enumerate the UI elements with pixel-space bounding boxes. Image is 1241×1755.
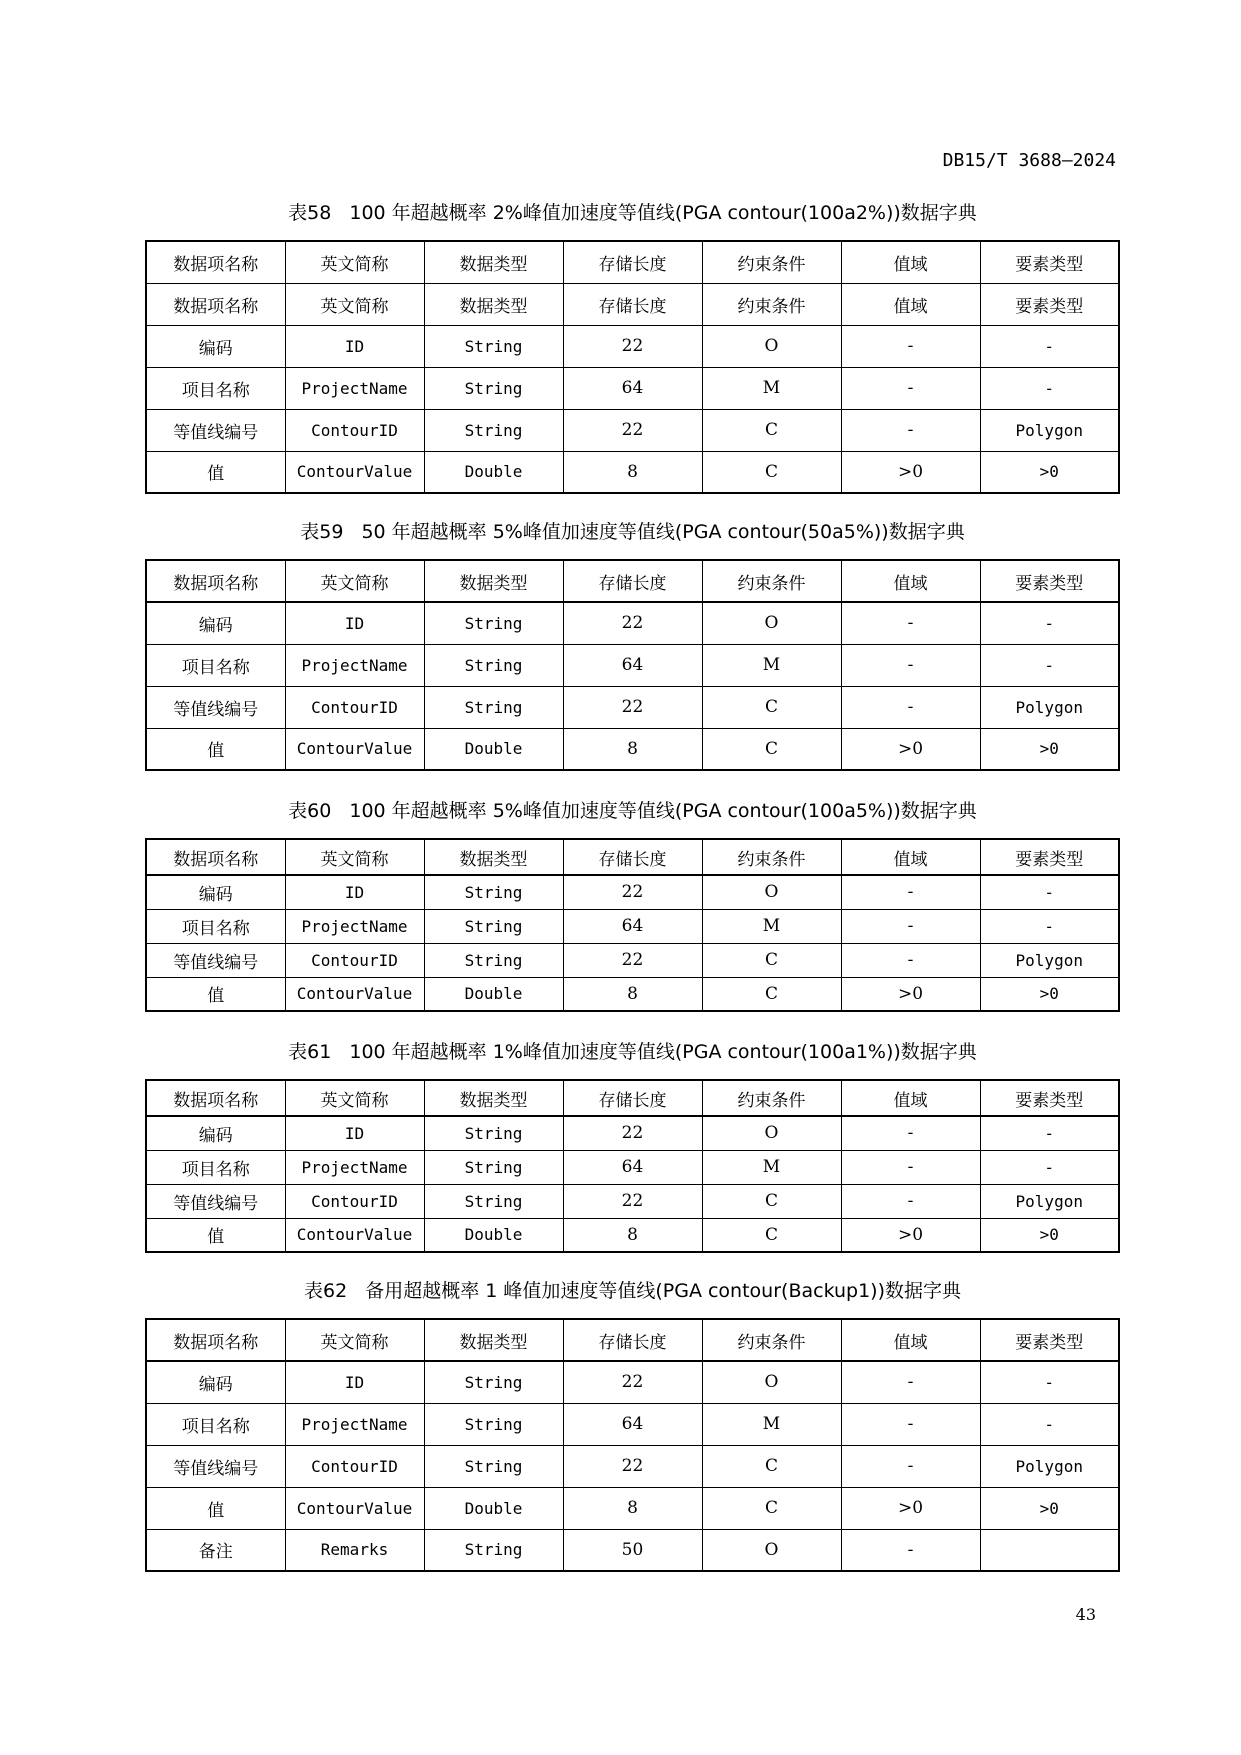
table-block-60 bbox=[145, 796, 1120, 1012]
table-row bbox=[146, 644, 1119, 686]
header-cell: 约束条件 bbox=[702, 283, 841, 325]
header-cell: 值域 bbox=[841, 1319, 980, 1361]
cell-type: String bbox=[424, 409, 563, 451]
cell-type: Double bbox=[424, 1487, 563, 1529]
cell-length: 8 bbox=[563, 1218, 702, 1252]
cell-abbr: ContourValue bbox=[285, 1487, 424, 1529]
cell-constraint: C bbox=[702, 943, 841, 977]
cell-type: String bbox=[424, 1150, 563, 1184]
cell-range: - bbox=[841, 1361, 980, 1403]
cell-name: 值 bbox=[146, 1218, 285, 1252]
table-title: 备用超越概率 1 峰值加速度等值线(PGA contour(Backup1))数据字典 bbox=[365, 1280, 961, 1302]
cell-range: >0 bbox=[841, 1487, 980, 1529]
cell-range: - bbox=[841, 325, 980, 367]
cell-range: - bbox=[841, 409, 980, 451]
data-dictionary-table bbox=[145, 559, 1120, 771]
cell-type: Double bbox=[424, 451, 563, 493]
cell-length: 22 bbox=[563, 1184, 702, 1218]
cell-name: 值 bbox=[146, 451, 285, 493]
table-block-62 bbox=[145, 1276, 1120, 1572]
cell-type: String bbox=[424, 1529, 563, 1571]
cell-feature: >0 bbox=[980, 1487, 1119, 1529]
cell-type: String bbox=[424, 1361, 563, 1403]
cell-feature: Polygon bbox=[980, 943, 1119, 977]
header-cell: 数据类型 bbox=[424, 839, 563, 875]
cell-feature: >0 bbox=[980, 1218, 1119, 1252]
cell-abbr: ContourValue bbox=[285, 728, 424, 770]
table-title: 100 年超越概率 5%峰值加速度等值线(PGA contour(100a5%))数据字典 bbox=[349, 800, 977, 822]
cell-constraint: C bbox=[702, 686, 841, 728]
header-cell: 要素类型 bbox=[980, 283, 1119, 325]
cell-type: String bbox=[424, 602, 563, 644]
header-cell: 数据类型 bbox=[424, 1080, 563, 1116]
cell-constraint: C bbox=[702, 451, 841, 493]
cell-name: 项目名称 bbox=[146, 367, 285, 409]
cell-feature: >0 bbox=[980, 977, 1119, 1011]
cell-range: - bbox=[841, 367, 980, 409]
cell-abbr: ID bbox=[285, 602, 424, 644]
header-cell: 约束条件 bbox=[702, 839, 841, 875]
header-cell: 数据类型 bbox=[424, 560, 563, 602]
cell-length: 64 bbox=[563, 367, 702, 409]
cell-feature: - bbox=[980, 602, 1119, 644]
table-row bbox=[146, 1445, 1119, 1487]
table-caption bbox=[145, 1276, 1120, 1306]
cell-type: String bbox=[424, 1116, 563, 1150]
table-row bbox=[146, 602, 1119, 644]
cell-constraint: C bbox=[702, 728, 841, 770]
cell-length: 22 bbox=[563, 875, 702, 909]
cell-feature: - bbox=[980, 1150, 1119, 1184]
cell-length: 50 bbox=[563, 1529, 702, 1571]
cell-type: Double bbox=[424, 1218, 563, 1252]
cell-abbr: ContourValue bbox=[285, 977, 424, 1011]
table-row bbox=[146, 875, 1119, 909]
cell-abbr: ContourID bbox=[285, 943, 424, 977]
standard-code: DB15/T 3688—2024 bbox=[942, 150, 1116, 171]
cell-abbr: ID bbox=[285, 1116, 424, 1150]
page-number: 43 bbox=[1075, 1605, 1096, 1624]
header-cell: 英文简称 bbox=[285, 283, 424, 325]
header-cell: 数据项名称 bbox=[146, 241, 285, 283]
cell-type: String bbox=[424, 875, 563, 909]
cell-type: String bbox=[424, 1184, 563, 1218]
data-dictionary-table bbox=[145, 838, 1120, 1012]
cell-type: String bbox=[424, 909, 563, 943]
cell-type: Double bbox=[424, 728, 563, 770]
table-row bbox=[146, 1529, 1119, 1571]
header-cell: 英文简称 bbox=[285, 1319, 424, 1361]
table-row bbox=[146, 1403, 1119, 1445]
cell-abbr: ID bbox=[285, 875, 424, 909]
header-cell: 数据项名称 bbox=[146, 560, 285, 602]
cell-constraint: O bbox=[702, 1529, 841, 1571]
header-cell: 约束条件 bbox=[702, 1080, 841, 1116]
cell-constraint: M bbox=[702, 644, 841, 686]
header-cell: 值域 bbox=[841, 283, 980, 325]
cell-constraint: C bbox=[702, 1487, 841, 1529]
header-cell: 英文简称 bbox=[285, 1080, 424, 1116]
table-header-row bbox=[146, 560, 1119, 602]
table-row bbox=[146, 325, 1119, 367]
cell-abbr: ProjectName bbox=[285, 644, 424, 686]
cell-range: - bbox=[841, 644, 980, 686]
header-cell: 值域 bbox=[841, 560, 980, 602]
header-cell: 数据项名称 bbox=[146, 839, 285, 875]
header-cell: 英文简称 bbox=[285, 839, 424, 875]
header-cell: 值域 bbox=[841, 1080, 980, 1116]
header-cell: 数据类型 bbox=[424, 241, 563, 283]
cell-feature: Polygon bbox=[980, 1184, 1119, 1218]
cell-length: 64 bbox=[563, 909, 702, 943]
cell-feature: - bbox=[980, 325, 1119, 367]
table-title: 100 年超越概率 1%峰值加速度等值线(PGA contour(100a1%))数据字典 bbox=[349, 1041, 977, 1063]
cell-range: >0 bbox=[841, 728, 980, 770]
table-row bbox=[146, 1150, 1119, 1184]
cell-range: - bbox=[841, 1529, 980, 1571]
data-dictionary-table bbox=[145, 1079, 1120, 1253]
header-cell: 存储长度 bbox=[563, 1319, 702, 1361]
cell-feature: - bbox=[980, 909, 1119, 943]
header-cell: 要素类型 bbox=[980, 1319, 1119, 1361]
cell-range: - bbox=[841, 875, 980, 909]
table-row bbox=[146, 409, 1119, 451]
cell-abbr: ContourID bbox=[285, 1184, 424, 1218]
table-number: 表58 bbox=[288, 202, 332, 224]
header-cell: 数据项名称 bbox=[146, 1080, 285, 1116]
cell-range: - bbox=[841, 1116, 980, 1150]
cell-range: - bbox=[841, 1184, 980, 1218]
cell-length: 64 bbox=[563, 1403, 702, 1445]
cell-constraint: O bbox=[702, 1361, 841, 1403]
table-caption bbox=[145, 1037, 1120, 1067]
header-cell: 存储长度 bbox=[563, 241, 702, 283]
cell-length: 8 bbox=[563, 977, 702, 1011]
table-caption bbox=[145, 198, 1120, 228]
cell-name: 项目名称 bbox=[146, 1150, 285, 1184]
table-block-58 bbox=[145, 198, 1120, 494]
cell-range: - bbox=[841, 909, 980, 943]
table-row bbox=[146, 909, 1119, 943]
header-cell: 英文简称 bbox=[285, 241, 424, 283]
cell-feature: Polygon bbox=[980, 686, 1119, 728]
table-caption bbox=[145, 796, 1120, 826]
cell-name: 等值线编号 bbox=[146, 943, 285, 977]
cell-range: - bbox=[841, 1150, 980, 1184]
cell-feature: >0 bbox=[980, 451, 1119, 493]
cell-abbr: ContourValue bbox=[285, 451, 424, 493]
cell-range: - bbox=[841, 686, 980, 728]
table-header-row bbox=[146, 241, 1119, 283]
cell-range: - bbox=[841, 602, 980, 644]
cell-length: 8 bbox=[563, 728, 702, 770]
cell-constraint: O bbox=[702, 1116, 841, 1150]
cell-constraint: O bbox=[702, 325, 841, 367]
cell-name: 项目名称 bbox=[146, 644, 285, 686]
cell-range: >0 bbox=[841, 451, 980, 493]
cell-abbr: ContourID bbox=[285, 686, 424, 728]
header-cell: 要素类型 bbox=[980, 560, 1119, 602]
cell-constraint: M bbox=[702, 909, 841, 943]
cell-constraint: C bbox=[702, 1218, 841, 1252]
cell-length: 22 bbox=[563, 1116, 702, 1150]
cell-type: String bbox=[424, 1403, 563, 1445]
table-row bbox=[146, 1487, 1119, 1529]
cell-abbr: Remarks bbox=[285, 1529, 424, 1571]
cell-type: String bbox=[424, 943, 563, 977]
table-number: 表62 bbox=[304, 1280, 348, 1302]
cell-name: 项目名称 bbox=[146, 909, 285, 943]
cell-length: 22 bbox=[563, 602, 702, 644]
cell-abbr: ContourValue bbox=[285, 1218, 424, 1252]
cell-constraint: C bbox=[702, 409, 841, 451]
cell-name: 项目名称 bbox=[146, 1403, 285, 1445]
table-caption bbox=[145, 517, 1120, 547]
table-number: 表61 bbox=[288, 1041, 332, 1063]
cell-feature: - bbox=[980, 875, 1119, 909]
table-row bbox=[146, 451, 1119, 493]
cell-length: 22 bbox=[563, 686, 702, 728]
cell-constraint: C bbox=[702, 977, 841, 1011]
cell-length: 8 bbox=[563, 451, 702, 493]
header-cell: 约束条件 bbox=[702, 1319, 841, 1361]
table-header-row bbox=[146, 1080, 1119, 1116]
cell-range: - bbox=[841, 943, 980, 977]
cell-name: 等值线编号 bbox=[146, 409, 285, 451]
cell-abbr: ProjectName bbox=[285, 367, 424, 409]
cell-type: String bbox=[424, 1445, 563, 1487]
cell-abbr: ContourID bbox=[285, 409, 424, 451]
cell-length: 22 bbox=[563, 1361, 702, 1403]
cell-length: 64 bbox=[563, 1150, 702, 1184]
cell-length: 64 bbox=[563, 644, 702, 686]
header-cell: 存储长度 bbox=[563, 1080, 702, 1116]
cell-name: 等值线编号 bbox=[146, 686, 285, 728]
cell-feature bbox=[980, 1529, 1119, 1571]
cell-name: 值 bbox=[146, 728, 285, 770]
table-row bbox=[146, 728, 1119, 770]
cell-abbr: ID bbox=[285, 1361, 424, 1403]
cell-type: String bbox=[424, 686, 563, 728]
header-cell: 约束条件 bbox=[702, 560, 841, 602]
header-cell: 数据项名称 bbox=[146, 1319, 285, 1361]
header-cell: 存储长度 bbox=[563, 560, 702, 602]
table-row bbox=[146, 686, 1119, 728]
table-title: 100 年超越概率 2%峰值加速度等值线(PGA contour(100a2%))数据字典 bbox=[349, 202, 977, 224]
cell-name: 备注 bbox=[146, 1529, 285, 1571]
cell-type: Double bbox=[424, 977, 563, 1011]
cell-feature: - bbox=[980, 1403, 1119, 1445]
cell-name: 编码 bbox=[146, 875, 285, 909]
cell-constraint: O bbox=[702, 875, 841, 909]
cell-type: String bbox=[424, 325, 563, 367]
cell-name: 编码 bbox=[146, 1361, 285, 1403]
cell-type: String bbox=[424, 644, 563, 686]
data-dictionary-table bbox=[145, 240, 1120, 494]
table-row bbox=[146, 1184, 1119, 1218]
table-title: 50 年超越概率 5%峰值加速度等值线(PGA contour(50a5%))数据字典 bbox=[361, 521, 965, 543]
cell-range: - bbox=[841, 1403, 980, 1445]
cell-feature: Polygon bbox=[980, 409, 1119, 451]
cell-constraint: C bbox=[702, 1445, 841, 1487]
header-cell: 存储长度 bbox=[563, 839, 702, 875]
cell-length: 22 bbox=[563, 943, 702, 977]
table-number: 表59 bbox=[300, 521, 344, 543]
cell-range: - bbox=[841, 1445, 980, 1487]
table-row bbox=[146, 367, 1119, 409]
cell-feature: Polygon bbox=[980, 1445, 1119, 1487]
cell-length: 22 bbox=[563, 1445, 702, 1487]
cell-constraint: M bbox=[702, 1150, 841, 1184]
header-cell: 要素类型 bbox=[980, 241, 1119, 283]
header-cell: 数据类型 bbox=[424, 1319, 563, 1361]
header-cell: 存储长度 bbox=[563, 283, 702, 325]
cell-constraint: O bbox=[702, 602, 841, 644]
cell-name: 等值线编号 bbox=[146, 1184, 285, 1218]
table-row bbox=[146, 1361, 1119, 1403]
table-header-row bbox=[146, 839, 1119, 875]
header-cell: 值域 bbox=[841, 241, 980, 283]
header-cell: 值域 bbox=[841, 839, 980, 875]
cell-constraint: C bbox=[702, 1184, 841, 1218]
cell-range: >0 bbox=[841, 977, 980, 1011]
header-cell: 英文简称 bbox=[285, 560, 424, 602]
cell-abbr: ContourID bbox=[285, 1445, 424, 1487]
table-header-row bbox=[146, 1319, 1119, 1361]
header-cell: 要素类型 bbox=[980, 1080, 1119, 1116]
cell-abbr: ProjectName bbox=[285, 1150, 424, 1184]
cell-length: 22 bbox=[563, 409, 702, 451]
cell-name: 编码 bbox=[146, 1116, 285, 1150]
cell-constraint: M bbox=[702, 367, 841, 409]
table-row bbox=[146, 1116, 1119, 1150]
table-row bbox=[146, 977, 1119, 1011]
cell-abbr: ID bbox=[285, 325, 424, 367]
cell-feature: - bbox=[980, 367, 1119, 409]
cell-feature: >0 bbox=[980, 728, 1119, 770]
cell-length: 8 bbox=[563, 1487, 702, 1529]
cell-type: String bbox=[424, 367, 563, 409]
cell-feature: - bbox=[980, 644, 1119, 686]
header-cell: 约束条件 bbox=[702, 241, 841, 283]
cell-feature: - bbox=[980, 1116, 1119, 1150]
cell-name: 值 bbox=[146, 977, 285, 1011]
table-number: 表60 bbox=[288, 800, 332, 822]
header-cell: 要素类型 bbox=[980, 839, 1119, 875]
cell-length: 22 bbox=[563, 325, 702, 367]
header-cell: 数据项名称 bbox=[146, 283, 285, 325]
cell-name: 编码 bbox=[146, 602, 285, 644]
cell-constraint: M bbox=[702, 1403, 841, 1445]
cell-feature: - bbox=[980, 1361, 1119, 1403]
data-dictionary-table bbox=[145, 1318, 1120, 1572]
header-cell: 数据类型 bbox=[424, 283, 563, 325]
cell-name: 编码 bbox=[146, 325, 285, 367]
cell-name: 等值线编号 bbox=[146, 1445, 285, 1487]
cell-abbr: ProjectName bbox=[285, 909, 424, 943]
cell-abbr: ProjectName bbox=[285, 1403, 424, 1445]
cell-name: 值 bbox=[146, 1487, 285, 1529]
table-block-59 bbox=[145, 517, 1120, 771]
cell-range: >0 bbox=[841, 1218, 980, 1252]
table-repeated-header-row bbox=[146, 283, 1119, 325]
table-row bbox=[146, 1218, 1119, 1252]
table-block-61 bbox=[145, 1037, 1120, 1253]
table-row bbox=[146, 943, 1119, 977]
